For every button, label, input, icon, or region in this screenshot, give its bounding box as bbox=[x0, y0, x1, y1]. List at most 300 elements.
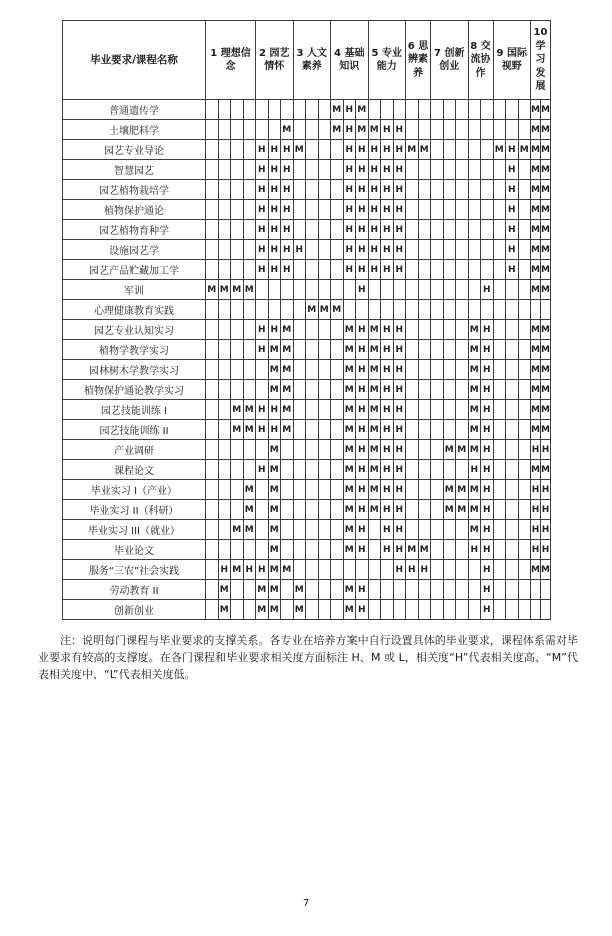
matrix-cell bbox=[206, 440, 219, 460]
course-name: 园艺技能训练 I bbox=[63, 400, 206, 420]
matrix-cell bbox=[468, 600, 481, 620]
matrix-cell bbox=[306, 440, 319, 460]
matrix-cell bbox=[318, 520, 331, 540]
matrix-cell bbox=[493, 340, 506, 360]
matrix-cell bbox=[243, 140, 256, 160]
matrix-cell: H bbox=[381, 320, 394, 340]
matrix-cell: M bbox=[541, 380, 551, 400]
matrix-cell: M bbox=[531, 340, 541, 360]
requirement-group-header-7: 7 创新创业 bbox=[431, 21, 469, 100]
matrix-cell: M bbox=[541, 120, 551, 140]
matrix-cell bbox=[506, 420, 519, 440]
matrix-cell: H bbox=[381, 120, 394, 140]
matrix-cell: H bbox=[468, 540, 481, 560]
matrix-cell bbox=[206, 160, 219, 180]
matrix-cell: H bbox=[393, 160, 406, 180]
matrix-cell bbox=[306, 600, 319, 620]
matrix-cell bbox=[518, 500, 531, 520]
matrix-cell: M bbox=[368, 400, 381, 420]
matrix-cell: H bbox=[368, 160, 381, 180]
matrix-cell: H bbox=[268, 140, 281, 160]
matrix-cell bbox=[243, 220, 256, 240]
matrix-cell bbox=[206, 100, 219, 120]
course-name: 毕业论文 bbox=[63, 540, 206, 560]
matrix-cell: H bbox=[256, 160, 269, 180]
matrix-cell: H bbox=[481, 320, 494, 340]
matrix-cell bbox=[281, 500, 294, 520]
matrix-cell bbox=[256, 100, 269, 120]
requirement-group-header-5: 5 专业能力 bbox=[368, 21, 406, 100]
matrix-cell bbox=[418, 120, 431, 140]
table-row bbox=[63, 340, 551, 360]
matrix-cell bbox=[206, 420, 219, 440]
matrix-cell bbox=[206, 460, 219, 480]
matrix-cell: H bbox=[281, 180, 294, 200]
matrix-cell bbox=[318, 560, 331, 580]
matrix-cell bbox=[368, 280, 381, 300]
matrix-cell: M bbox=[343, 360, 356, 380]
matrix-cell: H bbox=[268, 320, 281, 340]
matrix-cell: H bbox=[268, 160, 281, 180]
matrix-cell bbox=[218, 300, 231, 320]
matrix-cell bbox=[231, 380, 244, 400]
matrix-cell bbox=[418, 180, 431, 200]
matrix-cell bbox=[281, 440, 294, 460]
matrix-cell bbox=[331, 440, 344, 460]
matrix-cell bbox=[268, 280, 281, 300]
matrix-cell: H bbox=[481, 400, 494, 420]
matrix-cell bbox=[243, 460, 256, 480]
matrix-cell: H bbox=[541, 540, 551, 560]
matrix-cell bbox=[381, 280, 394, 300]
matrix-cell bbox=[506, 520, 519, 540]
matrix-cell: M bbox=[231, 280, 244, 300]
matrix-cell: H bbox=[393, 540, 406, 560]
matrix-cell: H bbox=[381, 240, 394, 260]
matrix-cell bbox=[518, 520, 531, 540]
matrix-cell: M bbox=[468, 380, 481, 400]
matrix-cell: H bbox=[268, 260, 281, 280]
matrix-cell: H bbox=[293, 240, 306, 260]
matrix-cell bbox=[531, 600, 541, 620]
matrix-cell: M bbox=[343, 600, 356, 620]
matrix-cell: M bbox=[456, 500, 469, 520]
matrix-cell: H bbox=[356, 340, 369, 360]
matrix-cell bbox=[406, 200, 419, 220]
matrix-cell bbox=[331, 540, 344, 560]
matrix-cell: M bbox=[531, 240, 541, 260]
matrix-cell bbox=[431, 180, 444, 200]
matrix-cell bbox=[406, 520, 419, 540]
matrix-cell: M bbox=[531, 120, 541, 140]
matrix-cell bbox=[231, 360, 244, 380]
matrix-cell bbox=[306, 560, 319, 580]
matrix-cell bbox=[318, 500, 331, 520]
matrix-cell bbox=[506, 320, 519, 340]
matrix-cell: M bbox=[468, 440, 481, 460]
matrix-cell: M bbox=[531, 180, 541, 200]
matrix-head bbox=[63, 21, 551, 100]
matrix-cell: M bbox=[293, 600, 306, 620]
matrix-cell: H bbox=[343, 140, 356, 160]
matrix-cell bbox=[443, 100, 456, 120]
matrix-cell bbox=[331, 500, 344, 520]
matrix-cell: M bbox=[343, 460, 356, 480]
matrix-cell bbox=[206, 600, 219, 620]
matrix-cell bbox=[418, 400, 431, 420]
matrix-cell bbox=[318, 380, 331, 400]
matrix-cell bbox=[406, 240, 419, 260]
matrix-cell bbox=[243, 100, 256, 120]
matrix-cell bbox=[506, 480, 519, 500]
matrix-cell: H bbox=[381, 540, 394, 560]
matrix-cell: H bbox=[281, 200, 294, 220]
matrix-cell bbox=[431, 360, 444, 380]
matrix-cell bbox=[243, 440, 256, 460]
matrix-cell: H bbox=[531, 540, 541, 560]
matrix-cell: H bbox=[356, 320, 369, 340]
matrix-cell bbox=[518, 420, 531, 440]
matrix-cell: M bbox=[531, 360, 541, 380]
table-row bbox=[63, 140, 551, 160]
matrix-cell bbox=[406, 180, 419, 200]
matrix-cell bbox=[443, 360, 456, 380]
matrix-cell bbox=[431, 480, 444, 500]
matrix-cell bbox=[518, 380, 531, 400]
matrix-cell bbox=[293, 280, 306, 300]
matrix-cell bbox=[406, 420, 419, 440]
matrix-cell: M bbox=[306, 300, 319, 320]
matrix-cell: M bbox=[218, 580, 231, 600]
matrix-cell: H bbox=[393, 500, 406, 520]
matrix-cell bbox=[493, 500, 506, 520]
matrix-cell: H bbox=[393, 440, 406, 460]
matrix-cell bbox=[231, 300, 244, 320]
matrix-cell: H bbox=[381, 520, 394, 540]
matrix-cell bbox=[406, 600, 419, 620]
matrix-cell bbox=[306, 580, 319, 600]
matrix-cell: M bbox=[293, 140, 306, 160]
matrix-cell bbox=[218, 180, 231, 200]
matrix-cell bbox=[481, 200, 494, 220]
matrix-cell bbox=[256, 360, 269, 380]
matrix-cell: M bbox=[368, 320, 381, 340]
matrix-cell: H bbox=[481, 280, 494, 300]
matrix-cell: M bbox=[268, 600, 281, 620]
matrix-cell bbox=[506, 120, 519, 140]
matrix-cell: H bbox=[356, 180, 369, 200]
matrix-cell: M bbox=[343, 420, 356, 440]
matrix-cell: M bbox=[356, 120, 369, 140]
requirement-group-header-4: 4 基础知识 bbox=[331, 21, 369, 100]
matrix-cell bbox=[368, 540, 381, 560]
matrix-cell bbox=[506, 380, 519, 400]
matrix-cell bbox=[331, 220, 344, 240]
matrix-cell: H bbox=[393, 360, 406, 380]
matrix-cell: H bbox=[506, 180, 519, 200]
matrix-cell bbox=[506, 540, 519, 560]
matrix-cell bbox=[306, 400, 319, 420]
matrix-cell: H bbox=[368, 180, 381, 200]
matrix-cell bbox=[418, 440, 431, 460]
matrix-cell: M bbox=[541, 200, 551, 220]
matrix-cell bbox=[293, 520, 306, 540]
matrix-cell bbox=[418, 320, 431, 340]
matrix-cell bbox=[331, 360, 344, 380]
matrix-cell bbox=[518, 440, 531, 460]
matrix-cell: H bbox=[381, 200, 394, 220]
matrix-cell bbox=[406, 320, 419, 340]
matrix-cell bbox=[281, 280, 294, 300]
matrix-cell: M bbox=[218, 600, 231, 620]
matrix-cell: H bbox=[268, 180, 281, 200]
matrix-cell: H bbox=[393, 260, 406, 280]
matrix-cell bbox=[206, 240, 219, 260]
matrix-cell bbox=[456, 520, 469, 540]
matrix-cell bbox=[206, 560, 219, 580]
course-name: 园艺专业认知实习 bbox=[63, 320, 206, 340]
matrix-cell bbox=[493, 100, 506, 120]
matrix-cell: M bbox=[256, 580, 269, 600]
matrix-cell bbox=[456, 340, 469, 360]
matrix-cell: M bbox=[468, 480, 481, 500]
matrix-cell: H bbox=[481, 420, 494, 440]
table-row bbox=[63, 120, 551, 140]
matrix-cell bbox=[406, 580, 419, 600]
matrix-cell: H bbox=[368, 140, 381, 160]
course-name: 毕业实习 III（就业） bbox=[63, 520, 206, 540]
matrix-cell: H bbox=[393, 420, 406, 440]
matrix-cell bbox=[231, 140, 244, 160]
matrix-cell: M bbox=[541, 460, 551, 480]
matrix-cell: H bbox=[393, 380, 406, 400]
matrix-cell bbox=[406, 500, 419, 520]
matrix-cell bbox=[418, 260, 431, 280]
course-name: 智慧园艺 bbox=[63, 160, 206, 180]
matrix-cell bbox=[218, 200, 231, 220]
matrix-cell bbox=[331, 200, 344, 220]
matrix-cell bbox=[256, 280, 269, 300]
matrix-cell: H bbox=[281, 220, 294, 240]
course-name: 课程论文 bbox=[63, 460, 206, 480]
matrix-cell bbox=[468, 560, 481, 580]
note-text: 注：说明每门课程与毕业要求的支撑关系。各专业在培养方案中自行设置具体的毕业要求，课程体系需对毕业要求有较高的支撑度。在各门课程和毕业要求相关度方面标注 H、M 或 L，相关度“H”代表相关度高、“M”代表相关度中、“L”代表相关度低。 bbox=[38, 634, 578, 682]
matrix-cell: H bbox=[343, 200, 356, 220]
matrix-cell bbox=[293, 420, 306, 440]
matrix-cell bbox=[293, 120, 306, 140]
matrix-cell bbox=[431, 400, 444, 420]
matrix-cell bbox=[431, 600, 444, 620]
matrix-cell bbox=[231, 580, 244, 600]
matrix-cell bbox=[468, 580, 481, 600]
matrix-cell: H bbox=[256, 220, 269, 240]
matrix-cell: M bbox=[281, 560, 294, 580]
matrix-cell bbox=[318, 220, 331, 240]
matrix-cell bbox=[468, 140, 481, 160]
matrix-cell bbox=[306, 520, 319, 540]
matrix-cell: M bbox=[206, 280, 219, 300]
matrix-cell bbox=[218, 220, 231, 240]
matrix-cell bbox=[431, 560, 444, 580]
matrix-cell bbox=[506, 280, 519, 300]
matrix-cell bbox=[443, 520, 456, 540]
matrix-cell bbox=[243, 540, 256, 560]
matrix-cell: H bbox=[506, 220, 519, 240]
matrix-cell bbox=[256, 480, 269, 500]
matrix-cell bbox=[306, 140, 319, 160]
matrix-cell bbox=[493, 380, 506, 400]
matrix-cell: H bbox=[256, 460, 269, 480]
matrix-cell bbox=[443, 160, 456, 180]
matrix-cell: H bbox=[256, 340, 269, 360]
matrix-cell bbox=[493, 160, 506, 180]
matrix-cell bbox=[493, 440, 506, 460]
matrix-cell: H bbox=[406, 560, 419, 580]
matrix-cell bbox=[431, 520, 444, 540]
matrix-cell: H bbox=[343, 220, 356, 240]
matrix-cell bbox=[406, 300, 419, 320]
matrix-cell: H bbox=[343, 240, 356, 260]
matrix-cell bbox=[318, 360, 331, 380]
matrix-cell: H bbox=[356, 420, 369, 440]
matrix-cell bbox=[468, 160, 481, 180]
matrix-cell bbox=[306, 340, 319, 360]
matrix-cell bbox=[518, 400, 531, 420]
matrix-cell: M bbox=[541, 420, 551, 440]
matrix-cell bbox=[518, 560, 531, 580]
matrix-cell: H bbox=[393, 240, 406, 260]
matrix-cell bbox=[431, 340, 444, 360]
matrix-cell bbox=[206, 480, 219, 500]
matrix-cell: M bbox=[268, 560, 281, 580]
matrix-cell bbox=[318, 340, 331, 360]
matrix-cell: H bbox=[356, 260, 369, 280]
matrix-cell: H bbox=[541, 440, 551, 460]
matrix-cell: H bbox=[368, 200, 381, 220]
matrix-cell: M bbox=[343, 400, 356, 420]
matrix-cell bbox=[281, 520, 294, 540]
matrix-cell: H bbox=[393, 480, 406, 500]
matrix-cell bbox=[356, 560, 369, 580]
matrix-cell: H bbox=[393, 560, 406, 580]
matrix-cell bbox=[343, 560, 356, 580]
matrix-cell: H bbox=[393, 340, 406, 360]
matrix-cell: H bbox=[381, 340, 394, 360]
matrix-cell bbox=[431, 580, 444, 600]
matrix-cell bbox=[293, 220, 306, 240]
matrix-cell bbox=[218, 140, 231, 160]
matrix-cell bbox=[306, 200, 319, 220]
matrix-cell: M bbox=[531, 320, 541, 340]
matrix-cell: M bbox=[531, 140, 541, 160]
matrix-cell: H bbox=[393, 220, 406, 240]
matrix-cell: M bbox=[318, 300, 331, 320]
matrix-cell bbox=[206, 300, 219, 320]
requirement-group-header-10: 10 学习发展 bbox=[531, 21, 551, 100]
matrix-cell bbox=[331, 480, 344, 500]
matrix-cell bbox=[481, 260, 494, 280]
matrix-cell bbox=[331, 380, 344, 400]
matrix-cell bbox=[518, 180, 531, 200]
matrix-cell bbox=[231, 440, 244, 460]
matrix-cell bbox=[518, 480, 531, 500]
matrix-cell bbox=[243, 260, 256, 280]
matrix-cell: H bbox=[343, 100, 356, 120]
matrix-cell bbox=[218, 540, 231, 560]
matrix-cell bbox=[206, 120, 219, 140]
matrix-cell: M bbox=[531, 160, 541, 180]
matrix-cell: H bbox=[268, 200, 281, 220]
matrix-cell bbox=[493, 180, 506, 200]
matrix-cell bbox=[493, 400, 506, 420]
matrix-cell bbox=[518, 240, 531, 260]
matrix-cell bbox=[518, 540, 531, 560]
matrix-cell bbox=[381, 580, 394, 600]
matrix-cell bbox=[406, 280, 419, 300]
course-name: 植物保护通论 bbox=[63, 200, 206, 220]
matrix-cell: H bbox=[381, 460, 394, 480]
matrix-cell bbox=[256, 120, 269, 140]
matrix-cell bbox=[318, 120, 331, 140]
matrix-cell bbox=[456, 380, 469, 400]
matrix-cell bbox=[293, 480, 306, 500]
matrix-cell bbox=[243, 200, 256, 220]
course-name: 劳动教育 II bbox=[63, 580, 206, 600]
table-row bbox=[63, 500, 551, 520]
matrix-cell: H bbox=[381, 420, 394, 440]
matrix-cell bbox=[306, 320, 319, 340]
course-requirements-matrix bbox=[62, 20, 551, 620]
matrix-cell bbox=[481, 100, 494, 120]
matrix-cell bbox=[493, 300, 506, 320]
matrix-cell bbox=[443, 560, 456, 580]
matrix-cell: H bbox=[381, 440, 394, 460]
matrix-cell bbox=[518, 100, 531, 120]
matrix-cell: H bbox=[506, 200, 519, 220]
corner-header: 毕业要求/课程名称 bbox=[63, 21, 206, 100]
matrix-cell: M bbox=[268, 340, 281, 360]
matrix-cell bbox=[431, 420, 444, 440]
course-name: 园林树木学教学实习 bbox=[63, 360, 206, 380]
matrix-cell bbox=[243, 360, 256, 380]
matrix-cell bbox=[231, 160, 244, 180]
matrix-cell bbox=[493, 600, 506, 620]
course-name: 产业调研 bbox=[63, 440, 206, 460]
matrix-cell bbox=[418, 300, 431, 320]
matrix-cell: M bbox=[541, 160, 551, 180]
matrix-cell: H bbox=[393, 120, 406, 140]
matrix-cell bbox=[506, 360, 519, 380]
matrix-cell: H bbox=[368, 260, 381, 280]
matrix-cell bbox=[218, 120, 231, 140]
matrix-cell: M bbox=[231, 560, 244, 580]
matrix-cell bbox=[456, 460, 469, 480]
matrix-cell: M bbox=[343, 320, 356, 340]
matrix-cell bbox=[256, 540, 269, 560]
matrix-cell: M bbox=[281, 360, 294, 380]
matrix-cell: M bbox=[331, 300, 344, 320]
matrix-cell: H bbox=[381, 480, 394, 500]
matrix-cell bbox=[243, 180, 256, 200]
matrix-cell: H bbox=[531, 480, 541, 500]
matrix-cell: M bbox=[531, 560, 541, 580]
matrix-cell: M bbox=[231, 520, 244, 540]
matrix-cell bbox=[206, 500, 219, 520]
matrix-cell bbox=[206, 380, 219, 400]
matrix-cell: M bbox=[368, 360, 381, 380]
matrix-cell bbox=[318, 240, 331, 260]
matrix-cell: M bbox=[268, 440, 281, 460]
